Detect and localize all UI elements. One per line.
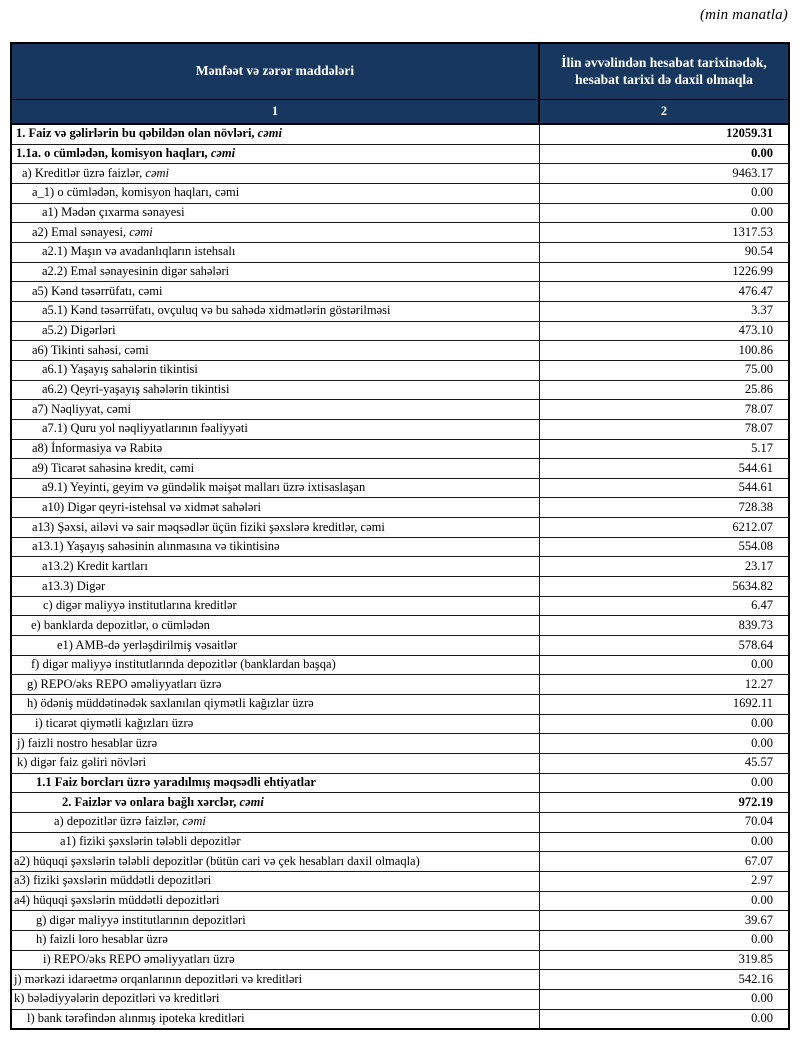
table-row — [11, 1009, 789, 1029]
row-value: 544.61 — [539, 459, 789, 479]
table-row — [11, 734, 789, 754]
row-value: 972.19 — [539, 793, 789, 813]
row-value: 542.16 — [539, 970, 789, 990]
row-value: 839.73 — [539, 616, 789, 636]
row-label: a2.2) Emal sənayesinin digər sahələri — [11, 262, 539, 282]
table-row — [11, 793, 789, 813]
row-value: 0.00 — [539, 734, 789, 754]
table-row — [11, 596, 789, 616]
row-value: 5.17 — [539, 439, 789, 459]
row-value: 5634.82 — [539, 577, 789, 597]
table-row — [11, 675, 789, 695]
row-label-emphasis: cəmi — [239, 794, 264, 809]
col-header-items: Mənfəət və zərər maddələri — [11, 43, 539, 100]
row-value: 12.27 — [539, 675, 789, 695]
row-label: e) banklarda depozitlər, o cümlədən — [11, 616, 539, 636]
row-value: 578.64 — [539, 636, 789, 656]
row-label: k) digər faiz gəliri növləri — [11, 754, 539, 774]
row-label: 1. Faiz və gəlirlərin bu qəbildən olan növləri, cəmi — [11, 124, 539, 144]
row-label-emphasis: cəmi — [257, 126, 282, 141]
table-row — [11, 950, 789, 970]
row-label: a6.2) Qeyri-yaşayış sahələrin tikintisi — [11, 380, 539, 400]
row-value: 0.00 — [539, 655, 789, 675]
table-row — [11, 989, 789, 1009]
row-label: j) faizli nostro hesablar üzrə — [11, 734, 539, 754]
col-header-period: İlin əvvəlindən hesabat tarixinədək, hesabat tarixi də daxil olmaqla — [539, 43, 789, 100]
table-row — [11, 341, 789, 361]
row-label: g) digər maliyyə institutlarının depozitləri — [11, 911, 539, 931]
row-label: 1.1 Faiz borcları üzrə yaradılmış məqsədli ehtiyatlar — [11, 773, 539, 793]
row-label: a5.2) Digərləri — [11, 321, 539, 341]
row-label: a8) İnformasiya və Rabitə — [11, 439, 539, 459]
row-label: a) depozitlər üzrə faizlər, cəmi — [11, 812, 539, 832]
row-value: 75.00 — [539, 360, 789, 380]
row-label: a13.1) Yaşayış sahəsinin alınmasına və tikintisinə — [11, 537, 539, 557]
row-value: 2.97 — [539, 871, 789, 891]
table-row — [11, 301, 789, 321]
table-row — [11, 144, 789, 164]
row-value: 0.00 — [539, 1009, 789, 1029]
table-row — [11, 537, 789, 557]
table-row — [11, 360, 789, 380]
table-row — [11, 498, 789, 518]
row-label: a_1) o cümlədən, komisyon haqları, cəmi — [11, 183, 539, 203]
table-row — [11, 419, 789, 439]
row-label: a7.1) Quru yol nəqliyyatlarının fəaliyyəti — [11, 419, 539, 439]
row-label: a3) fiziki şəxslərin müddətli depozitləri — [11, 871, 539, 891]
row-value: 1226.99 — [539, 262, 789, 282]
row-value: 39.67 — [539, 911, 789, 931]
row-value: 67.07 — [539, 852, 789, 872]
row-label: a13.2) Kredit kartları — [11, 557, 539, 577]
row-label: a4) hüquqi şəxslərin müddətli depozitləri — [11, 891, 539, 911]
table-row — [11, 636, 789, 656]
row-value: 12059.31 — [539, 124, 789, 144]
table-row — [11, 478, 789, 498]
row-label: h) ödəniş müddətinədək saxlanılan qiymətli kağızlar üzrə — [11, 695, 539, 715]
row-label: a1) fiziki şəxslərin tələbli depozitlər — [11, 832, 539, 852]
table-row — [11, 754, 789, 774]
row-label: a5.1) Kənd təsərrüfatı, ovçuluq və bu sahədə xidmətlərin göstərilməsi — [11, 301, 539, 321]
table-row — [11, 616, 789, 636]
row-label: i) ticarət qiymətli kağızları üzrə — [11, 714, 539, 734]
table-row — [11, 262, 789, 282]
row-label: k) bələdiyyələrin depozitləri və kreditləri — [11, 989, 539, 1009]
table-row — [11, 400, 789, 420]
row-value: 6.47 — [539, 596, 789, 616]
row-value: 0.00 — [539, 891, 789, 911]
table-row — [11, 183, 789, 203]
row-label: a13.3) Digər — [11, 577, 539, 597]
table-row — [11, 695, 789, 715]
table-row — [11, 380, 789, 400]
table-row — [11, 577, 789, 597]
row-label-emphasis: cəmi — [210, 146, 236, 161]
row-label: 1.1a. o cümlədən, komisyon haqları, cəmi — [11, 144, 539, 164]
table-row — [11, 871, 789, 891]
table-row — [11, 459, 789, 479]
row-label: a6.1) Yaşayış sahələrin tikintisi — [11, 360, 539, 380]
table-body — [11, 124, 789, 1029]
row-label: f) digər maliyyə institutlarında depozitlər (banklardan başqa) — [11, 655, 539, 675]
row-value: 0.00 — [539, 183, 789, 203]
row-value: 100.86 — [539, 341, 789, 361]
row-label: a10) Digər qeyri-istehsal və xidmət sahələri — [11, 498, 539, 518]
table-row — [11, 203, 789, 223]
row-label: i) REPO/əks REPO əməliyyatları üzrə — [11, 950, 539, 970]
row-value: 90.54 — [539, 242, 789, 262]
table-row — [11, 891, 789, 911]
row-label: a2.1) Maşın və avadanlıqların istehsalı — [11, 242, 539, 262]
row-label: g) REPO/əks REPO əməliyyatları üzrə — [11, 675, 539, 695]
row-value: 25.86 — [539, 380, 789, 400]
table-row — [11, 282, 789, 302]
row-value: 9463.17 — [539, 164, 789, 184]
row-value: 6212.07 — [539, 518, 789, 538]
row-label: j) mərkəzi idarəetmə orqanlarının depozitləri və kreditləri — [11, 970, 539, 990]
table-row — [11, 970, 789, 990]
row-label: a2) Emal sənayesi, cəmi — [11, 223, 539, 243]
row-label-emphasis: cəmi — [182, 814, 206, 829]
row-value: 319.85 — [539, 950, 789, 970]
row-value: 0.00 — [539, 930, 789, 950]
row-value: 70.04 — [539, 812, 789, 832]
row-label: e1) AMB-də yerləşdirilmiş vəsaitlər — [11, 636, 539, 656]
row-value: 1317.53 — [539, 223, 789, 243]
row-value: 3.37 — [539, 301, 789, 321]
row-value: 0.00 — [539, 203, 789, 223]
row-value: 45.57 — [539, 754, 789, 774]
row-label: a1) Mədən çıxarma sənayesi — [11, 203, 539, 223]
col-number-2: 2 — [539, 100, 789, 125]
row-label: a) Kreditlər üzrə faizlər, cəmi — [11, 164, 539, 184]
row-value: 0.00 — [539, 714, 789, 734]
row-label: l) bank tərəfindən alınmış ipoteka kreditləri — [11, 1009, 539, 1029]
table-row — [11, 321, 789, 341]
row-value: 0.00 — [539, 773, 789, 793]
row-value: 544.61 — [539, 478, 789, 498]
table-row — [11, 930, 789, 950]
row-value: 0.00 — [539, 832, 789, 852]
table-row — [11, 911, 789, 931]
table-row — [11, 164, 789, 184]
table-row — [11, 223, 789, 243]
table-row — [11, 518, 789, 538]
row-label: a7) Nəqliyyat, cəmi — [11, 400, 539, 420]
row-label: 2. Faizlər və onlara bağlı xərclər, cəmi — [11, 793, 539, 813]
table-row — [11, 773, 789, 793]
row-label: a9.1) Yeyinti, geyim və gündəlik məişət malları üzrə ixtisaslaşan — [11, 478, 539, 498]
table-row — [11, 439, 789, 459]
row-label-emphasis: cəmi — [145, 165, 169, 180]
table-row — [11, 242, 789, 262]
pl-table — [10, 42, 790, 1030]
col-number-1: 1 — [11, 100, 539, 125]
row-value: 78.07 — [539, 419, 789, 439]
row-label: a2) hüquqi şəxslərin tələbli depozitlər (bütün cari və çek hesabları daxil olmaqla) — [11, 852, 539, 872]
row-label-emphasis: cəmi — [129, 224, 153, 239]
header-title-row — [11, 43, 789, 100]
row-value: 78.07 — [539, 400, 789, 420]
row-value: 473.10 — [539, 321, 789, 341]
row-label: a9) Ticarət sahəsinə kredit, cəmi — [11, 459, 539, 479]
header-number-row — [11, 100, 789, 125]
row-label: c) digər maliyyə institutlarına kreditlər — [11, 596, 539, 616]
table-row — [11, 812, 789, 832]
table-row — [11, 852, 789, 872]
unit-note: (min manatla) — [699, 7, 788, 23]
row-value: 1692.11 — [539, 695, 789, 715]
table-header — [11, 43, 789, 124]
row-label: a13) Şəxsi, ailəvi və sair məqsədlər üçün fiziki şəxslərə kreditlər, cəmi — [11, 518, 539, 538]
row-value: 476.47 — [539, 282, 789, 302]
table-row — [11, 655, 789, 675]
table-row — [11, 714, 789, 734]
table-row — [11, 832, 789, 852]
row-value: 554.08 — [539, 537, 789, 557]
table-row — [11, 124, 789, 144]
row-value: 728.38 — [539, 498, 789, 518]
row-label: a6) Tikinti sahəsi, cəmi — [11, 341, 539, 361]
row-label: h) faizli loro hesablar üzrə — [11, 930, 539, 950]
table-row — [11, 557, 789, 577]
row-value: 23.17 — [539, 557, 789, 577]
row-label: a5) Kənd təsərrüfatı, cəmi — [11, 282, 539, 302]
row-value: 0.00 — [539, 144, 789, 164]
row-value: 0.00 — [539, 989, 789, 1009]
